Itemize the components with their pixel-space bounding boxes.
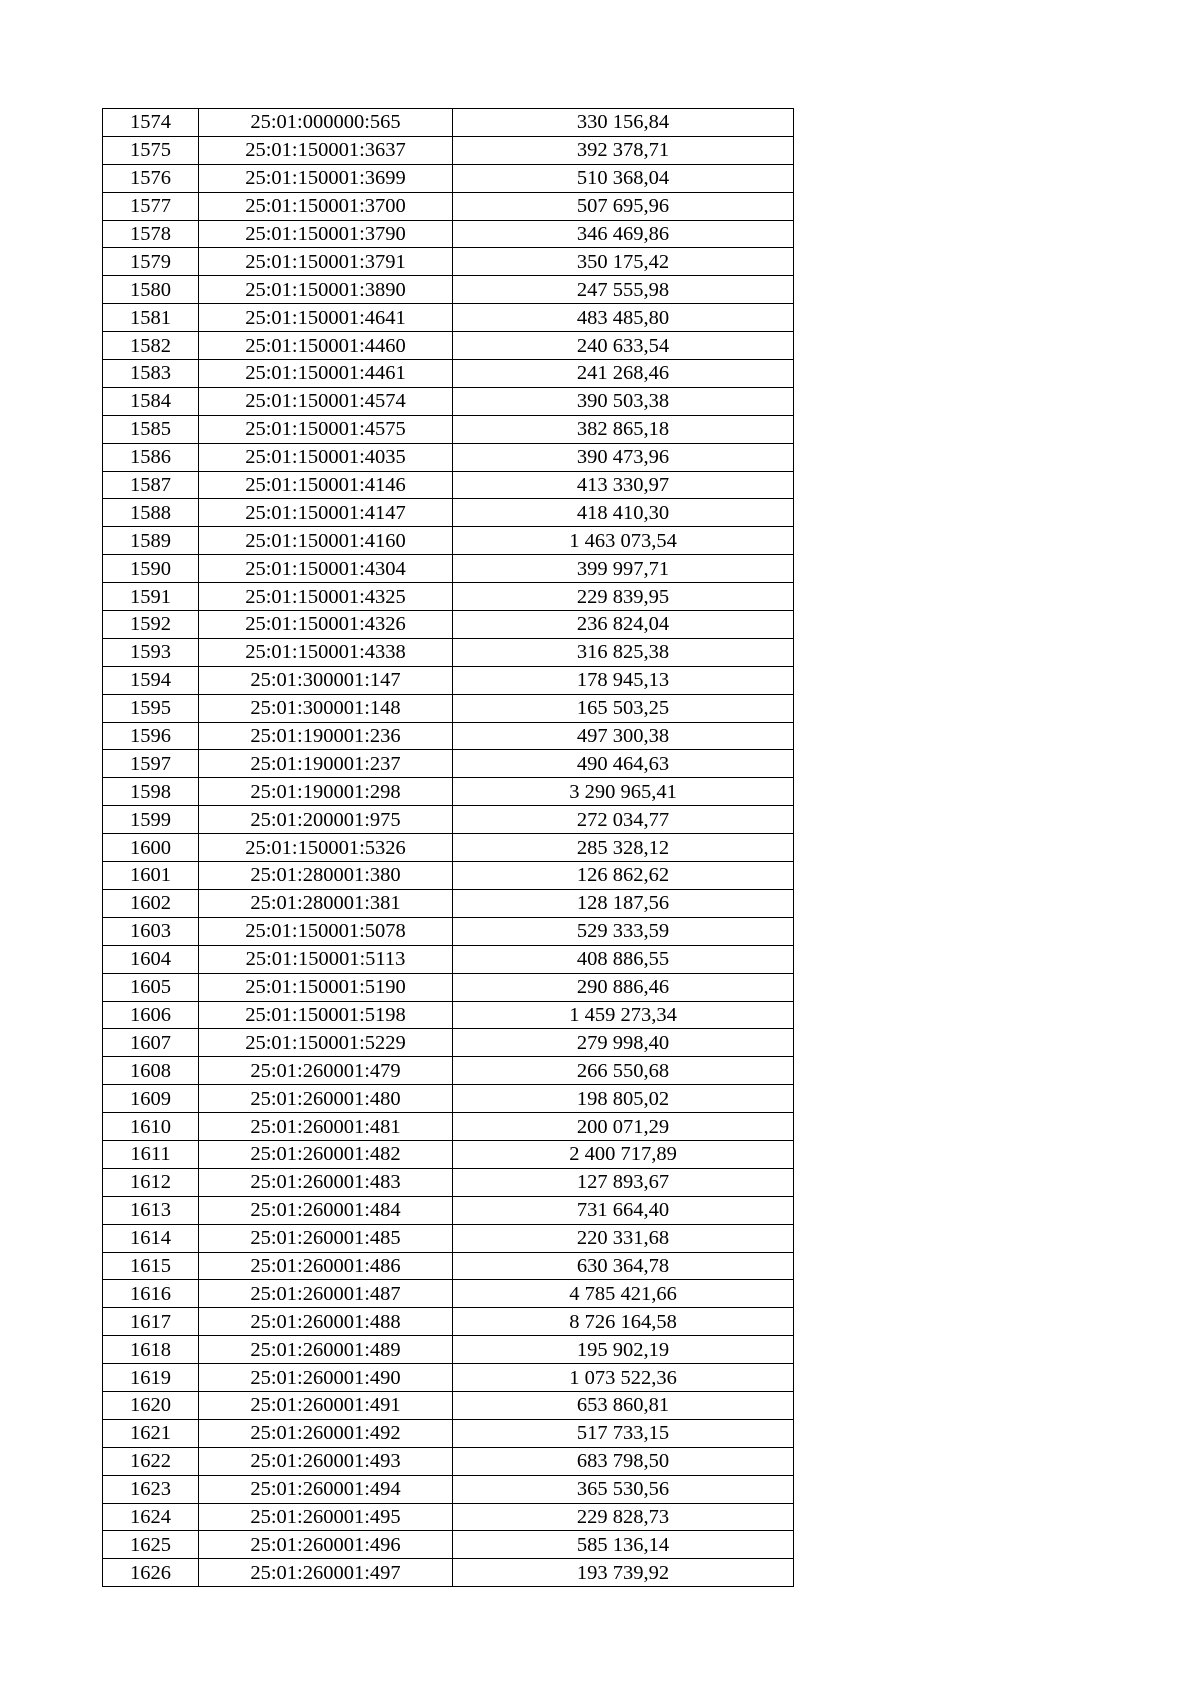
row-number-cell: 1622 (103, 1447, 199, 1475)
value-cell: 483 485,80 (453, 304, 794, 332)
row-number-cell: 1625 (103, 1531, 199, 1559)
table-row (103, 276, 794, 304)
cadastral-number-cell: 25:01:150001:4338 (199, 638, 453, 666)
cadastral-number-cell: 25:01:190001:298 (199, 778, 453, 806)
row-number-cell: 1626 (103, 1559, 199, 1587)
value-cell: 490 464,63 (453, 750, 794, 778)
row-number-cell: 1615 (103, 1252, 199, 1280)
table-row (103, 1085, 794, 1113)
table-row (103, 1140, 794, 1168)
cadastral-number-cell: 25:01:150001:3699 (199, 164, 453, 192)
row-number-cell: 1596 (103, 722, 199, 750)
table-row (103, 1113, 794, 1141)
cadastral-number-cell: 25:01:150001:4326 (199, 611, 453, 639)
cadastral-number-cell: 25:01:260001:490 (199, 1364, 453, 1392)
value-cell: 316 825,38 (453, 638, 794, 666)
value-cell: 240 633,54 (453, 332, 794, 360)
value-cell: 731 664,40 (453, 1196, 794, 1224)
cadastral-number-cell: 25:01:260001:484 (199, 1196, 453, 1224)
row-number-cell: 1606 (103, 1001, 199, 1029)
row-number-cell: 1611 (103, 1140, 199, 1168)
table-row (103, 164, 794, 192)
row-number-cell: 1579 (103, 248, 199, 276)
row-number-cell: 1585 (103, 415, 199, 443)
table-row (103, 360, 794, 388)
cadastral-number-cell: 25:01:150001:3790 (199, 220, 453, 248)
row-number-cell: 1609 (103, 1085, 199, 1113)
value-cell: 229 828,73 (453, 1503, 794, 1531)
cadastral-number-cell: 25:01:150001:4325 (199, 583, 453, 611)
value-cell: 279 998,40 (453, 1029, 794, 1057)
table-row (103, 750, 794, 778)
row-number-cell: 1610 (103, 1113, 199, 1141)
table-row (103, 889, 794, 917)
cadastral-number-cell: 25:01:150001:5078 (199, 917, 453, 945)
cadastral-number-cell: 25:01:280001:381 (199, 889, 453, 917)
cadastral-number-cell: 25:01:150001:3890 (199, 276, 453, 304)
value-cell: 236 824,04 (453, 611, 794, 639)
value-cell: 4 785 421,66 (453, 1280, 794, 1308)
value-cell: 418 410,30 (453, 499, 794, 527)
value-cell: 330 156,84 (453, 109, 794, 137)
row-number-cell: 1617 (103, 1308, 199, 1336)
cadastral-number-cell: 25:01:150001:3637 (199, 136, 453, 164)
table-row (103, 862, 794, 890)
cadastral-number-cell: 25:01:260001:481 (199, 1113, 453, 1141)
row-number-cell: 1608 (103, 1057, 199, 1085)
row-number-cell: 1603 (103, 917, 199, 945)
row-number-cell: 1618 (103, 1336, 199, 1364)
cadastral-number-cell: 25:01:190001:236 (199, 722, 453, 750)
value-cell: 128 187,56 (453, 889, 794, 917)
value-cell: 390 503,38 (453, 387, 794, 415)
row-number-cell: 1592 (103, 611, 199, 639)
value-cell: 399 997,71 (453, 555, 794, 583)
table-row (103, 1336, 794, 1364)
row-number-cell: 1607 (103, 1029, 199, 1057)
value-cell: 2 400 717,89 (453, 1140, 794, 1168)
table-row (103, 1503, 794, 1531)
value-cell: 507 695,96 (453, 192, 794, 220)
table-body (103, 109, 794, 1587)
row-number-cell: 1595 (103, 694, 199, 722)
row-number-cell: 1591 (103, 583, 199, 611)
table-row (103, 666, 794, 694)
row-number-cell: 1616 (103, 1280, 199, 1308)
row-number-cell: 1623 (103, 1475, 199, 1503)
cadastral-number-cell: 25:01:150001:3791 (199, 248, 453, 276)
table-row (103, 387, 794, 415)
table-row (103, 973, 794, 1001)
cadastral-number-cell: 25:01:200001:975 (199, 806, 453, 834)
table-row (103, 1475, 794, 1503)
cadastral-number-cell: 25:01:150001:5198 (199, 1001, 453, 1029)
row-number-cell: 1597 (103, 750, 199, 778)
row-number-cell: 1620 (103, 1391, 199, 1419)
value-cell: 510 368,04 (453, 164, 794, 192)
row-number-cell: 1619 (103, 1364, 199, 1392)
table-row (103, 1168, 794, 1196)
cadastral-number-cell: 25:01:260001:483 (199, 1168, 453, 1196)
table-row (103, 917, 794, 945)
table-row (103, 248, 794, 276)
table-row (103, 1531, 794, 1559)
row-number-cell: 1621 (103, 1419, 199, 1447)
value-cell: 195 902,19 (453, 1336, 794, 1364)
value-cell: 200 071,29 (453, 1113, 794, 1141)
value-cell: 193 739,92 (453, 1559, 794, 1587)
row-number-cell: 1586 (103, 443, 199, 471)
table-row (103, 1308, 794, 1336)
value-cell: 350 175,42 (453, 248, 794, 276)
value-cell: 1 459 273,34 (453, 1001, 794, 1029)
value-cell: 266 550,68 (453, 1057, 794, 1085)
table-row (103, 499, 794, 527)
cadastral-number-cell: 25:01:260001:494 (199, 1475, 453, 1503)
row-number-cell: 1594 (103, 666, 199, 694)
cadastral-number-cell: 25:01:260001:488 (199, 1308, 453, 1336)
cadastral-number-cell: 25:01:300001:147 (199, 666, 453, 694)
table-row (103, 806, 794, 834)
row-number-cell: 1590 (103, 555, 199, 583)
row-number-cell: 1577 (103, 192, 199, 220)
cadastral-number-cell: 25:01:150001:5229 (199, 1029, 453, 1057)
cadastral-number-cell: 25:01:150001:5190 (199, 973, 453, 1001)
value-cell: 126 862,62 (453, 862, 794, 890)
cadastral-number-cell: 25:01:150001:4147 (199, 499, 453, 527)
cadastral-number-cell: 25:01:150001:4641 (199, 304, 453, 332)
table-row (103, 778, 794, 806)
table-row (103, 694, 794, 722)
value-cell: 413 330,97 (453, 471, 794, 499)
row-number-cell: 1588 (103, 499, 199, 527)
table-row (103, 332, 794, 360)
cadastral-number-cell: 25:01:260001:489 (199, 1336, 453, 1364)
cadastral-number-cell: 25:01:260001:479 (199, 1057, 453, 1085)
cadastral-number-cell: 25:01:150001:4304 (199, 555, 453, 583)
cadastral-number-cell: 25:01:260001:493 (199, 1447, 453, 1475)
value-cell: 1 463 073,54 (453, 527, 794, 555)
table-row (103, 1224, 794, 1252)
table-row (103, 834, 794, 862)
value-cell: 390 473,96 (453, 443, 794, 471)
cadastral-number-cell: 25:01:280001:380 (199, 862, 453, 890)
cadastral-number-cell: 25:01:150001:4035 (199, 443, 453, 471)
cadastral-number-cell: 25:01:260001:486 (199, 1252, 453, 1280)
table-row (103, 1029, 794, 1057)
cadastral-number-cell: 25:01:150001:4146 (199, 471, 453, 499)
value-cell: 683 798,50 (453, 1447, 794, 1475)
cadastral-number-cell: 25:01:260001:480 (199, 1085, 453, 1113)
table-row (103, 583, 794, 611)
cadastral-number-cell: 25:01:260001:485 (199, 1224, 453, 1252)
value-cell: 241 268,46 (453, 360, 794, 388)
value-cell: 653 860,81 (453, 1391, 794, 1419)
table-row (103, 471, 794, 499)
table-row (103, 1419, 794, 1447)
row-number-cell: 1575 (103, 136, 199, 164)
table-row (103, 220, 794, 248)
cadastral-number-cell: 25:01:150001:5113 (199, 945, 453, 973)
value-cell: 290 886,46 (453, 973, 794, 1001)
row-number-cell: 1574 (103, 109, 199, 137)
table-row (103, 415, 794, 443)
table-row (103, 136, 794, 164)
value-cell: 272 034,77 (453, 806, 794, 834)
value-cell: 630 364,78 (453, 1252, 794, 1280)
row-number-cell: 1612 (103, 1168, 199, 1196)
table-row (103, 1001, 794, 1029)
table-row (103, 192, 794, 220)
row-number-cell: 1578 (103, 220, 199, 248)
row-number-cell: 1602 (103, 889, 199, 917)
row-number-cell: 1583 (103, 360, 199, 388)
value-cell: 165 503,25 (453, 694, 794, 722)
value-cell: 408 886,55 (453, 945, 794, 973)
value-cell: 517 733,15 (453, 1419, 794, 1447)
value-cell: 8 726 164,58 (453, 1308, 794, 1336)
cadastral-number-cell: 25:01:260001:492 (199, 1419, 453, 1447)
table-row (103, 1280, 794, 1308)
row-number-cell: 1587 (103, 471, 199, 499)
value-cell: 346 469,86 (453, 220, 794, 248)
row-number-cell: 1600 (103, 834, 199, 862)
value-cell: 3 290 965,41 (453, 778, 794, 806)
table-row (103, 722, 794, 750)
value-cell: 285 328,12 (453, 834, 794, 862)
value-cell: 220 331,68 (453, 1224, 794, 1252)
cadastral-number-cell: 25:01:150001:4574 (199, 387, 453, 415)
table-row (103, 1391, 794, 1419)
value-cell: 127 893,67 (453, 1168, 794, 1196)
value-cell: 365 530,56 (453, 1475, 794, 1503)
table-row (103, 611, 794, 639)
table-row (103, 1447, 794, 1475)
cadastral-number-cell: 25:01:150001:4160 (199, 527, 453, 555)
cadastral-number-cell: 25:01:150001:4461 (199, 360, 453, 388)
row-number-cell: 1605 (103, 973, 199, 1001)
value-cell: 198 805,02 (453, 1085, 794, 1113)
value-cell: 392 378,71 (453, 136, 794, 164)
cadastral-number-cell: 25:01:150001:4460 (199, 332, 453, 360)
value-cell: 382 865,18 (453, 415, 794, 443)
table-row (103, 638, 794, 666)
cadastral-value-table (102, 108, 794, 1587)
cadastral-number-cell: 25:01:150001:4575 (199, 415, 453, 443)
table-row (103, 1057, 794, 1085)
row-number-cell: 1604 (103, 945, 199, 973)
table-row (103, 527, 794, 555)
table-row (103, 555, 794, 583)
table-row (103, 109, 794, 137)
row-number-cell: 1613 (103, 1196, 199, 1224)
row-number-cell: 1589 (103, 527, 199, 555)
value-cell: 497 300,38 (453, 722, 794, 750)
table-row (103, 1364, 794, 1392)
cadastral-number-cell: 25:01:260001:487 (199, 1280, 453, 1308)
value-cell: 585 136,14 (453, 1531, 794, 1559)
cadastral-number-cell: 25:01:260001:495 (199, 1503, 453, 1531)
table-row (103, 1559, 794, 1587)
value-cell: 1 073 522,36 (453, 1364, 794, 1392)
row-number-cell: 1624 (103, 1503, 199, 1531)
row-number-cell: 1581 (103, 304, 199, 332)
row-number-cell: 1598 (103, 778, 199, 806)
row-number-cell: 1599 (103, 806, 199, 834)
row-number-cell: 1582 (103, 332, 199, 360)
value-cell: 529 333,59 (453, 917, 794, 945)
row-number-cell: 1614 (103, 1224, 199, 1252)
cadastral-number-cell: 25:01:190001:237 (199, 750, 453, 778)
cadastral-number-cell: 25:01:260001:482 (199, 1140, 453, 1168)
row-number-cell: 1576 (103, 164, 199, 192)
cadastral-number-cell: 25:01:150001:3700 (199, 192, 453, 220)
row-number-cell: 1593 (103, 638, 199, 666)
value-cell: 178 945,13 (453, 666, 794, 694)
row-number-cell: 1580 (103, 276, 199, 304)
table-row (103, 945, 794, 973)
row-number-cell: 1584 (103, 387, 199, 415)
table-row (103, 304, 794, 332)
cadastral-number-cell: 25:01:260001:497 (199, 1559, 453, 1587)
row-number-cell: 1601 (103, 862, 199, 890)
table-row (103, 1252, 794, 1280)
cadastral-number-cell: 25:01:260001:491 (199, 1391, 453, 1419)
cadastral-number-cell: 25:01:300001:148 (199, 694, 453, 722)
cadastral-number-cell: 25:01:260001:496 (199, 1531, 453, 1559)
cadastral-number-cell: 25:01:150001:5326 (199, 834, 453, 862)
table-row (103, 443, 794, 471)
table-row (103, 1196, 794, 1224)
cadastral-number-cell: 25:01:000000:565 (199, 109, 453, 137)
value-cell: 229 839,95 (453, 583, 794, 611)
value-cell: 247 555,98 (453, 276, 794, 304)
